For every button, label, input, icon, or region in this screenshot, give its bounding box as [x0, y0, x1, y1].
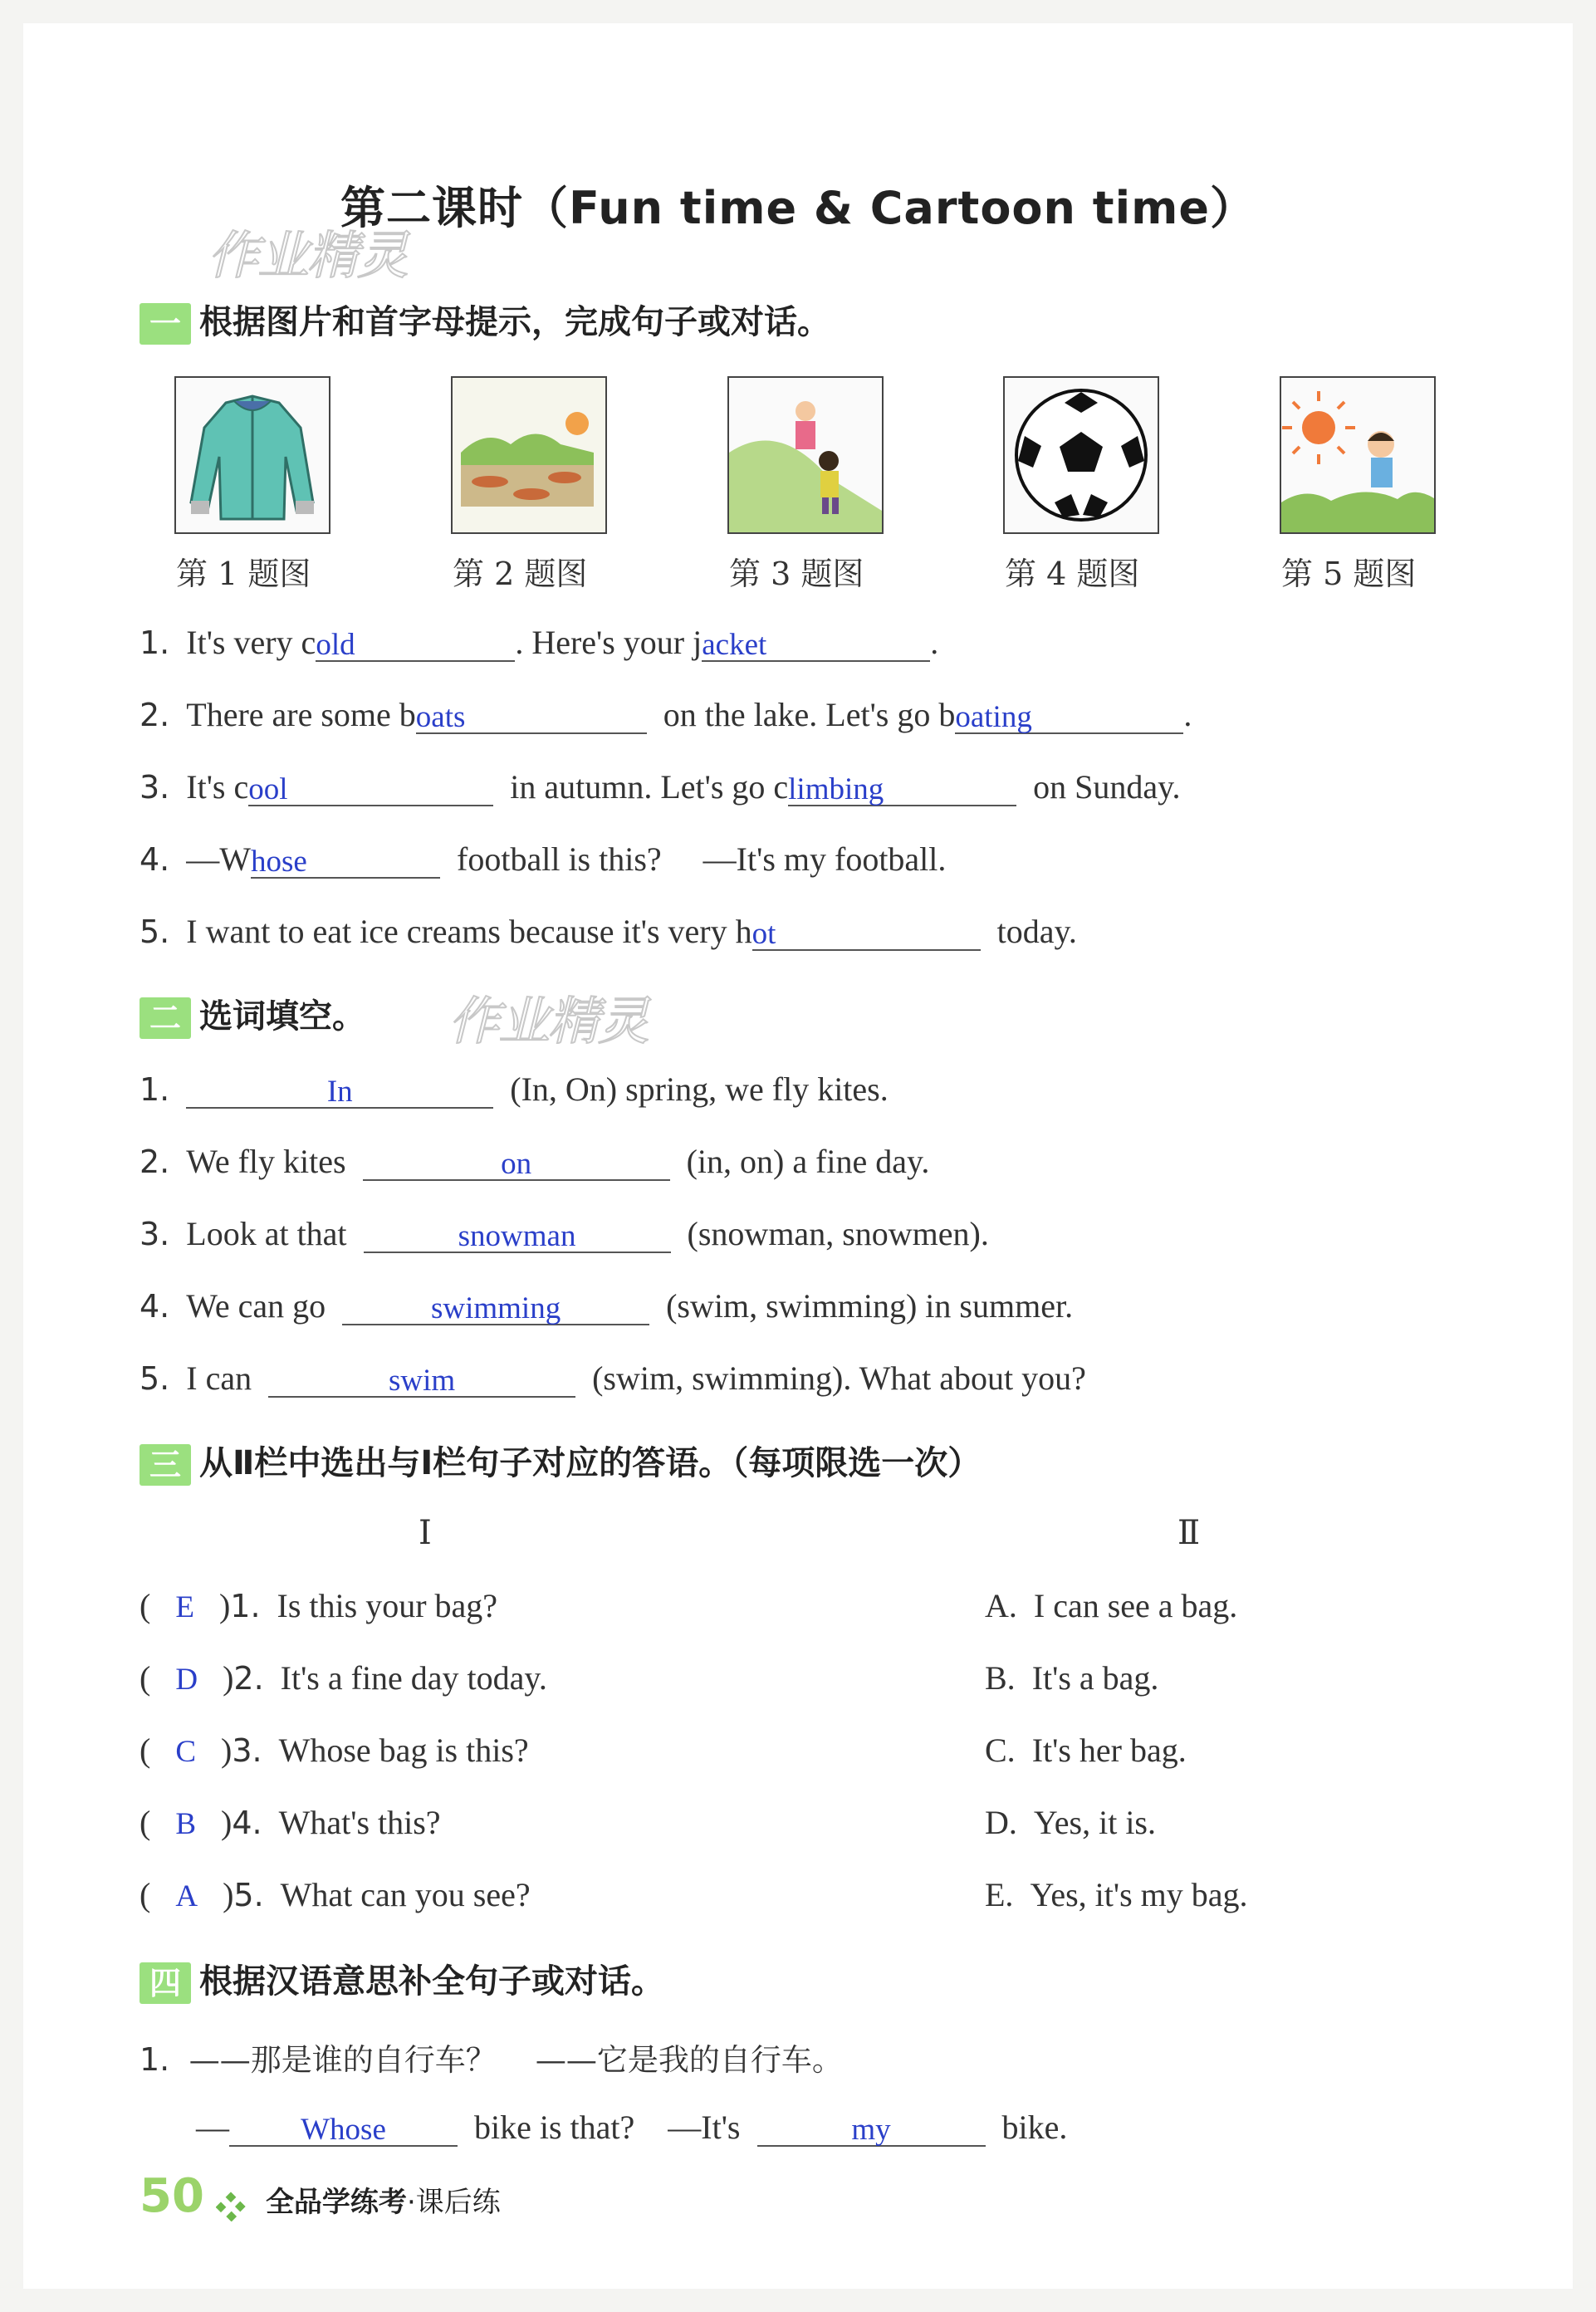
sentence-text: There are some b: [186, 696, 416, 733]
section-4-heading: [140, 1955, 664, 2004]
match-answer[interactable]: A: [175, 1879, 198, 1913]
sentence-text: —W: [186, 840, 252, 878]
answer-blank[interactable]: [757, 2109, 986, 2147]
item-number: 1.: [140, 625, 170, 661]
part1-item-5: [140, 912, 1077, 951]
answer-blank[interactable]: [342, 1287, 649, 1325]
sentence-text: (swim, swimming) in summer.: [666, 1287, 1074, 1325]
match-row-1: [140, 1586, 497, 1625]
answer-blank[interactable]: [788, 768, 1016, 806]
picture-1: [174, 376, 330, 534]
answer-text: ool: [248, 772, 288, 806]
paren: (: [140, 1732, 151, 1769]
diamond-icon: [216, 2192, 246, 2226]
sentence-text: bike.: [1001, 2109, 1068, 2146]
answer-blank[interactable]: [229, 2109, 458, 2147]
answer-text: swimming: [430, 1291, 561, 1325]
picture-caption-1: 第 1 题图: [176, 556, 311, 592]
item-number: 3.: [140, 1216, 170, 1252]
column-2-label: Ⅱ: [1177, 1514, 1201, 1551]
sentence-text: I want to eat ice creams because it's very h: [186, 913, 752, 950]
option-row-2: [985, 1658, 1158, 1697]
item-number: 2.: [140, 1144, 170, 1180]
picture-4: [1003, 376, 1159, 534]
picture-caption-3: 第 3 题图: [729, 556, 864, 592]
section-2-heading: [140, 990, 365, 1039]
section-badge: 一: [140, 303, 191, 345]
sentence-text: Look at that: [186, 1215, 347, 1252]
paren: (: [140, 1587, 151, 1624]
match-row-5: [140, 1875, 531, 1914]
option-text: It's a bag.: [1031, 1659, 1159, 1697]
sentence-text: today.: [996, 913, 1077, 950]
paren: (: [140, 1659, 151, 1697]
part1-item-1: [140, 623, 938, 662]
option-row-3: [985, 1731, 1187, 1770]
option-text: Yes, it is.: [1033, 1804, 1156, 1841]
sentence-text: football is this?: [457, 840, 662, 878]
answer-text: oats: [415, 700, 466, 734]
answer-text: oating: [955, 700, 1032, 734]
item-number: 4.: [232, 1805, 262, 1841]
answer-blank[interactable]: [316, 624, 515, 662]
part1-item-2: [140, 695, 1192, 734]
part2-item-1: [140, 1070, 889, 1109]
sentence-text: (snowman, snowmen).: [687, 1215, 989, 1252]
paren: ): [223, 1659, 234, 1697]
item-number: 4.: [140, 1288, 170, 1325]
item-number: 2.: [233, 1660, 264, 1697]
answer-blank[interactable]: [702, 624, 930, 662]
boats-lake-icon: [453, 378, 605, 532]
option-text: Yes, it's my bag.: [1030, 1876, 1248, 1913]
paren: ): [221, 1732, 233, 1769]
section-badge: 二: [140, 997, 191, 1039]
section-heading-text: 选词填空。: [199, 997, 365, 1036]
match-row-3: [140, 1731, 529, 1770]
footer: [140, 2169, 501, 2226]
answer-blank[interactable]: [186, 1070, 493, 1109]
page-title: 第二课时（Fun time & Cartoon time）: [340, 182, 1256, 234]
answer-text: Whose: [301, 2113, 386, 2147]
match-row-2: [140, 1658, 547, 1697]
sentence-text: (swim, swimming). What about you?: [592, 1359, 1086, 1397]
section-badge: 四: [140, 1962, 191, 2004]
option-row-1: [985, 1586, 1237, 1625]
answer-text: old: [316, 628, 355, 662]
football-icon: [1005, 378, 1158, 532]
watermark: 作业精灵: [208, 225, 408, 286]
sentence-text: I can: [186, 1359, 252, 1397]
picture-3: [727, 376, 884, 534]
question-text: What can you see?: [280, 1876, 531, 1913]
sentence-text: . Here's your j: [515, 624, 703, 661]
answer-blank[interactable]: [248, 768, 493, 806]
part1-item-3: [140, 767, 1181, 806]
item-number: 3.: [140, 769, 170, 806]
match-answer[interactable]: B: [175, 1807, 197, 1841]
paren: ): [218, 1587, 231, 1624]
item-number: 1.: [140, 1071, 170, 1108]
sentence-text: bike is that?: [474, 2109, 635, 2146]
sentence-text: It's very c: [186, 624, 316, 661]
sentence-text: We can go: [186, 1287, 326, 1325]
question-text: What's this?: [278, 1804, 441, 1841]
paren: ): [223, 1876, 234, 1913]
answer-blank[interactable]: [416, 696, 647, 734]
chinese-prompt: ——它是我的自行车。: [535, 2042, 843, 2078]
sentence-text: in autumn. Let's go c: [510, 768, 789, 806]
part2-item-2: [140, 1142, 929, 1181]
sentence-text: —It's my football.: [703, 840, 947, 878]
option-row-4: [985, 1803, 1156, 1842]
part2-item-3: [140, 1214, 989, 1253]
book-title: 全品学练考: [265, 2186, 407, 2219]
watermark: 作业精灵: [448, 991, 649, 1051]
item-number: 3.: [232, 1732, 262, 1769]
option-text: It's her bag.: [1031, 1732, 1187, 1769]
sentence-text: .: [930, 624, 939, 661]
part1-item-4: [140, 840, 946, 879]
column-1-label: Ⅰ: [419, 1514, 432, 1551]
answer-text: In: [326, 1075, 353, 1109]
option-row-5: [985, 1875, 1248, 1914]
paren: (: [140, 1804, 151, 1841]
answer-blank[interactable]: [364, 1215, 671, 1253]
sentence-text: (In, On) spring, we fly kites.: [510, 1070, 889, 1108]
item-number: 5.: [233, 1877, 264, 1913]
option-letter: D.: [985, 1804, 1017, 1841]
answer-blank[interactable]: [752, 913, 981, 951]
part4-english-line: [196, 2108, 1067, 2147]
picture-caption-2: 第 2 题图: [453, 556, 588, 592]
chinese-prompt: ——那是谁的自行车？: [188, 2042, 497, 2078]
section-heading-text: 从Ⅱ栏中选出与Ⅰ栏句子对应的答语。（每项限选一次）: [199, 1444, 982, 1482]
option-letter: C.: [985, 1732, 1016, 1769]
option-letter: E.: [985, 1876, 1014, 1913]
match-answer[interactable]: D: [175, 1663, 198, 1697]
book-subtitle: 课后练: [415, 2186, 501, 2219]
picture-caption-4: 第 4 题图: [1005, 556, 1140, 592]
sentence-text: on Sunday.: [1033, 768, 1181, 806]
answer-blank[interactable]: [268, 1359, 575, 1398]
sentence-text: on the lake. Let's go b: [663, 696, 956, 733]
answer-blank[interactable]: [955, 696, 1183, 734]
item-number: 1.: [230, 1588, 261, 1624]
match-answer[interactable]: E: [175, 1590, 194, 1624]
separator: ·: [406, 2186, 416, 2219]
answer-text: snowman: [458, 1219, 576, 1253]
answer-text: on: [501, 1147, 532, 1181]
section-heading-text: 根据汉语意思补全句子或对话。: [199, 1962, 664, 2001]
part2-item-4: [140, 1286, 1073, 1325]
jacket-icon: [176, 378, 329, 532]
answer-text: limbing: [788, 772, 884, 806]
sentence-text: .: [1183, 696, 1192, 733]
sentence-text: It's c: [186, 768, 249, 806]
answer-text: ot: [751, 917, 776, 951]
answer-text: swim: [389, 1364, 456, 1398]
item-number: 1.: [140, 2041, 170, 2078]
picture-2: [451, 376, 607, 534]
page-number: 50: [140, 2169, 204, 2223]
answer-blank[interactable]: [251, 840, 440, 879]
section-badge: 三: [140, 1444, 191, 1486]
paren: ): [221, 1804, 233, 1841]
item-number: 5.: [140, 1360, 170, 1397]
section-3-heading: [140, 1437, 981, 1486]
match-answer[interactable]: C: [175, 1735, 197, 1769]
sentence-text: (in, on) a fine day.: [686, 1143, 930, 1180]
answer-text: my: [851, 2113, 891, 2147]
dash: —: [196, 2109, 229, 2146]
answer-blank[interactable]: [363, 1143, 670, 1181]
section-1-heading: [140, 296, 830, 345]
picture-5: [1280, 376, 1436, 534]
answer-text: hose: [251, 845, 307, 879]
section-heading-text: 根据图片和首字母提示，完成句子或对话。: [199, 303, 830, 341]
item-number: 2.: [140, 697, 170, 733]
climbing-kids-icon: [729, 378, 882, 532]
question-text: Whose bag is this?: [278, 1732, 529, 1769]
option-letter: B.: [985, 1659, 1016, 1697]
hot-sun-icon: [1281, 378, 1434, 532]
question-text: Is this your bag?: [277, 1587, 498, 1624]
sentence-text: —It's: [668, 2109, 741, 2146]
item-number: 4.: [140, 841, 170, 878]
sentence-text: We fly kites: [186, 1143, 346, 1180]
answer-text: acket: [702, 628, 767, 662]
picture-caption-5: 第 5 题图: [1281, 556, 1417, 592]
item-number: 5.: [140, 914, 170, 950]
part2-item-5: [140, 1359, 1086, 1398]
option-text: I can see a bag.: [1033, 1587, 1238, 1624]
question-text: It's a fine day today.: [280, 1659, 547, 1697]
match-row-4: [140, 1803, 441, 1842]
paren: (: [140, 1876, 151, 1913]
option-letter: A.: [985, 1587, 1017, 1624]
part4-chinese-line: [140, 2035, 843, 2079]
